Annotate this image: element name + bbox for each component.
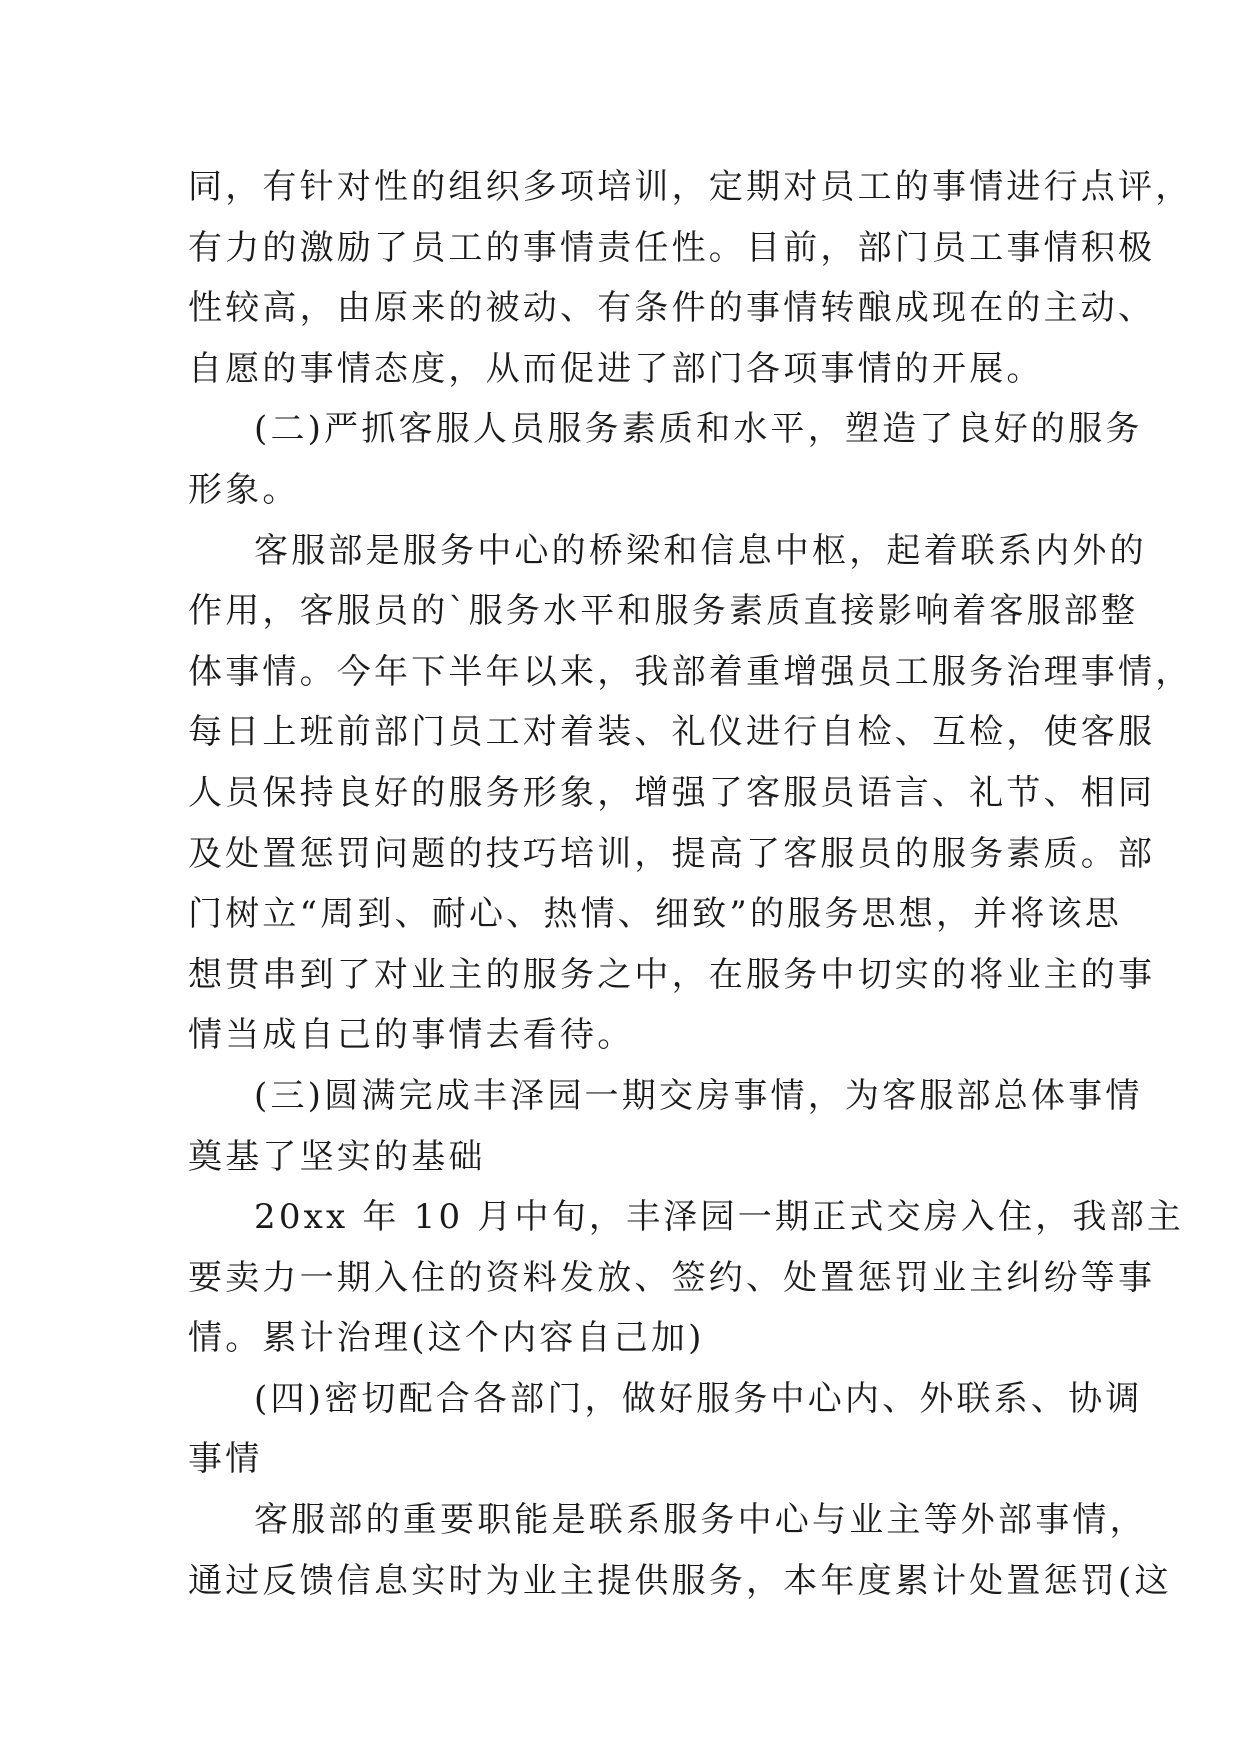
text-line: 情当成自己的事情去看待。	[188, 1015, 635, 1056]
text-line: 每日上班前部门员工对着装、礼仪进行自检、互检，使客服	[188, 712, 1156, 753]
text-line: 人员保持良好的服务形象，增强了客服员语言、礼节、相同	[188, 772, 1156, 813]
text-line: 自愿的事情态度，从而促进了部门各项事情的开展。	[188, 348, 1044, 389]
section-heading-cont: 奠基了坚实的基础	[188, 1136, 486, 1177]
section-heading: (四)密切配合各部门，做好服务中心内、外联系、协调	[254, 1378, 1143, 1419]
section-heading: (三)圆满完成丰泽园一期交房事情，为客服部总体事情	[254, 1075, 1143, 1116]
text-line: 情。累计治理(这个内容自己加)	[188, 1318, 705, 1359]
document-body	[188, 157, 1193, 1611]
section-heading-cont: 事情	[188, 1439, 263, 1480]
section-heading: (二)严抓客服人员服务素质和水平，塑造了良好的服务	[254, 409, 1143, 450]
text-line: 性较高，由原来的被动、有条件的事情转酿成现在的主动、	[188, 288, 1156, 329]
text-line: 想贯串到了对业主的服务之中，在服务中切实的将业主的事	[188, 954, 1156, 995]
text-line: 有力的激励了员工的事情责任性。目前，部门员工事情积极	[188, 227, 1156, 268]
text-line: 要卖力一期入住的资料发放、签约、处置惩罚业主纠纷等事	[188, 1257, 1156, 1298]
paragraph-start: 20xx 年 10 月中旬，丰泽园一期正式交房入住，我部主	[254, 1197, 1185, 1238]
text-line: 及处置惩罚问题的技巧培训，提高了客服员的服务素质。部	[188, 833, 1156, 874]
text-line: 门树立“周到、耐心、热情、细致”的服务思想，并将该思	[188, 894, 1122, 935]
text-line: 同，有针对性的组织多项培训，定期对员工的事情进行点评，	[188, 167, 1193, 207]
paragraph-start: 客服部的重要职能是联系服务中心与业主等外部事情，	[254, 1500, 1147, 1541]
text-line: 体事情。今年下半年以来，我部着重增强员工服务治理事情，	[188, 651, 1193, 692]
text-line: 作用，客服员的`服务水平和服务素质直接影响着客服部整	[188, 591, 1139, 632]
text-line: 通过反馈信息实时为业主提供服务，本年度累计处置惩罚(这	[188, 1560, 1172, 1601]
section-heading-cont: 形象。	[188, 469, 300, 510]
paragraph-start: 客服部是服务中心的桥梁和信息中枢，起着联系内外的	[254, 530, 1147, 571]
